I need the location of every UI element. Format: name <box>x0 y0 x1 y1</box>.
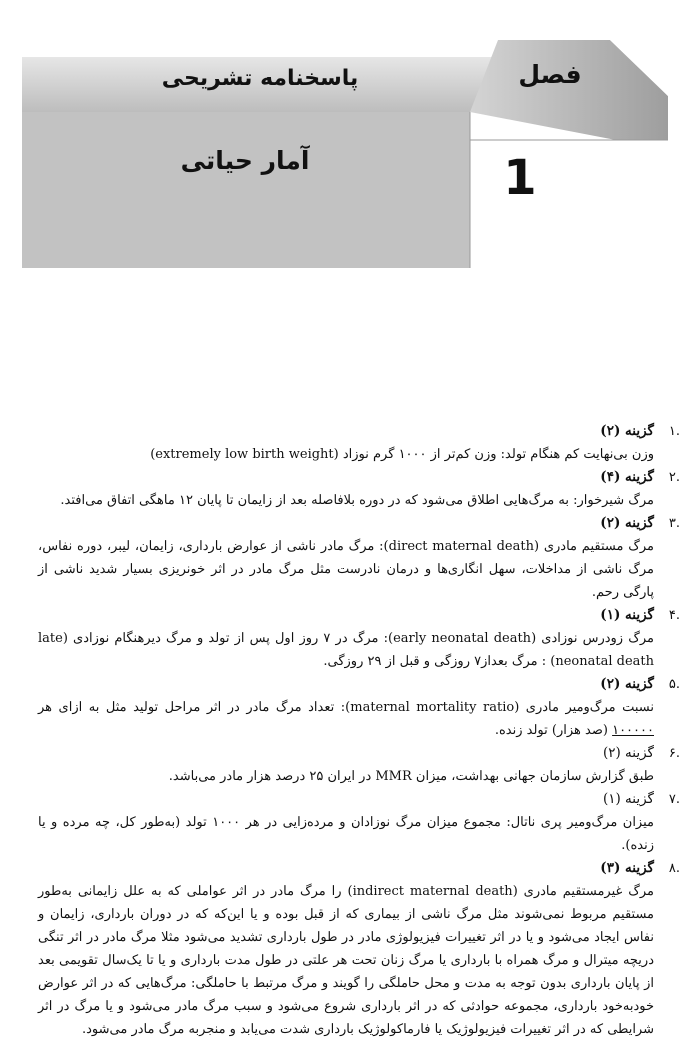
answer-choice: گزینه (۳) <box>600 860 654 876</box>
answer-list <box>38 420 680 1041</box>
answer-choice: گزینه (۲) <box>602 745 654 761</box>
chapter-number: 1 <box>503 150 537 206</box>
item-number: .۷ <box>668 792 680 807</box>
answer-choice: گزینه (۲) <box>600 676 654 692</box>
banner-shape <box>0 0 694 280</box>
item-number: .۵ <box>668 677 680 692</box>
answer-choice: گزینه (۱) <box>600 607 654 623</box>
answer-explanation: مرگ مستقیم مادری (direct maternal death): مرگ مادر ناشی از عوارض بارداری، زایمان، لیبر، دوره نفاس، مرگ ناشی از مداخلات، سهل انگاری‌ها و درمان نادرست مثل مرگ مادر در اثر خونریزی بسیار شدید ناشی از پارگی رحم. <box>38 539 654 600</box>
answer-explanation: وزن بی‌نهایت کم هنگام تولد: وزن کم‌تر از ۱۰۰۰ گرم نوزاد (extremely low birth weight) <box>150 447 654 462</box>
item-number: .۳ <box>668 516 680 531</box>
explanation-part: نسبت مرگ‌ومیر مادری (maternal mortality ratio): تعداد مرگ مادر در اثر مراحل تولید مثل به ازای هر <box>38 700 655 715</box>
answer-item-4 <box>38 604 680 673</box>
item-number: .۲ <box>668 470 680 485</box>
chapter-banner <box>0 0 694 280</box>
item-number: .۶ <box>668 746 680 761</box>
item-number: .۸ <box>668 861 680 876</box>
answer-item-7 <box>38 788 680 857</box>
underlined-number: ۱۰۰۰۰۰ <box>612 723 654 738</box>
answer-choice: گزینه (۱) <box>602 791 654 807</box>
answer-explanation: میزان مرگ‌ومیر پری ناتال: مجموع میزان مرگ نوزادان و مرده‌زایی در هر ۱۰۰۰ تولد (به‌طور کل، چه مرده و یا زنده). <box>38 815 654 853</box>
item-number: .۱ <box>668 424 680 439</box>
answer-explanation: مرگ شیرخوار: به مرگ‌هایی اطلاق می‌شود که در دوره بلافاصله بعد از زایمان تا پایان ۱۲ ماهگی اتفاق می‌افتد. <box>60 493 654 508</box>
answer-item-5 <box>38 673 680 742</box>
chapter-title: آمار حیاتی <box>180 146 310 175</box>
explanation-part: (صد هزار) تولد زنده. <box>494 723 613 738</box>
series-title: پاسخنامه تشریحی <box>161 66 359 91</box>
answer-explanation: مرگ غیرمستقیم مادری (indirect maternal death) را مرگ مادر در اثر عواملی که به علل زایمانی به‌طور مستقیم مربوط نمی‌شوند مثل مرگ ناشی از بیماری که از قبل بوده و یا این‌که که در دوران بارداری، زایمان و نفاس ایجاد می‌شود و یا در اثر تغییرات فیزیولوژی مادر در طول بارداری تشدید می‌شود مثلا مرگ مادر در اثر تنگی دریچه میترال و مرگ همراه با بارداری یا مرگ زنان تحت هر علتی در طول مدت بارداری و یا تا یک‌سال تقویمی بعد از پایان بارداری بدون توجه به مدت و محل حاملگی را گویند و مرگ مرتبط با حاملگی: مرگ‌هایی که در اثر عوارض خودبه‌خود بارداری، مجموعه حوادثی که در اثر بارداری شروع می‌شود و سبب مرگ مادر می‌شود و یا مرگ در اثر شرایطی که در اثر تغییرات فیزیولوژیک یا فارماکولوژیک بارداری شدت می‌یابد و منجربه مرگ مادر می‌شود. <box>38 884 654 1037</box>
answer-choice: گزینه (۴) <box>600 469 654 485</box>
answer-choice: گزینه (۲) <box>600 423 654 439</box>
answer-explanation <box>38 696 654 742</box>
answer-item-6 <box>38 742 680 788</box>
item-number: .۴ <box>668 608 680 623</box>
answer-choice: گزینه (۲) <box>600 515 654 531</box>
answer-item-2 <box>38 466 680 512</box>
chapter-label: فصل <box>518 60 582 89</box>
answer-item-8 <box>38 857 680 1041</box>
answer-item-1 <box>38 420 680 466</box>
answer-explanation: طبق گزارش سازمان جهانی بهداشت، میزان MMR در ایران ۲۵ درصد هزار مادر می‌باشد. <box>168 769 654 784</box>
answer-explanation: مرگ زودرس نوزادی (early neonatal death): مرگ در ۷ روز اول پس از تولد و مرگ دیرهنگام نوزادی (late neonatal death) : مرگ بعداز۷ روزگی و قبل از ۲۹ روزگی. <box>38 631 654 669</box>
answer-item-3 <box>38 512 680 604</box>
